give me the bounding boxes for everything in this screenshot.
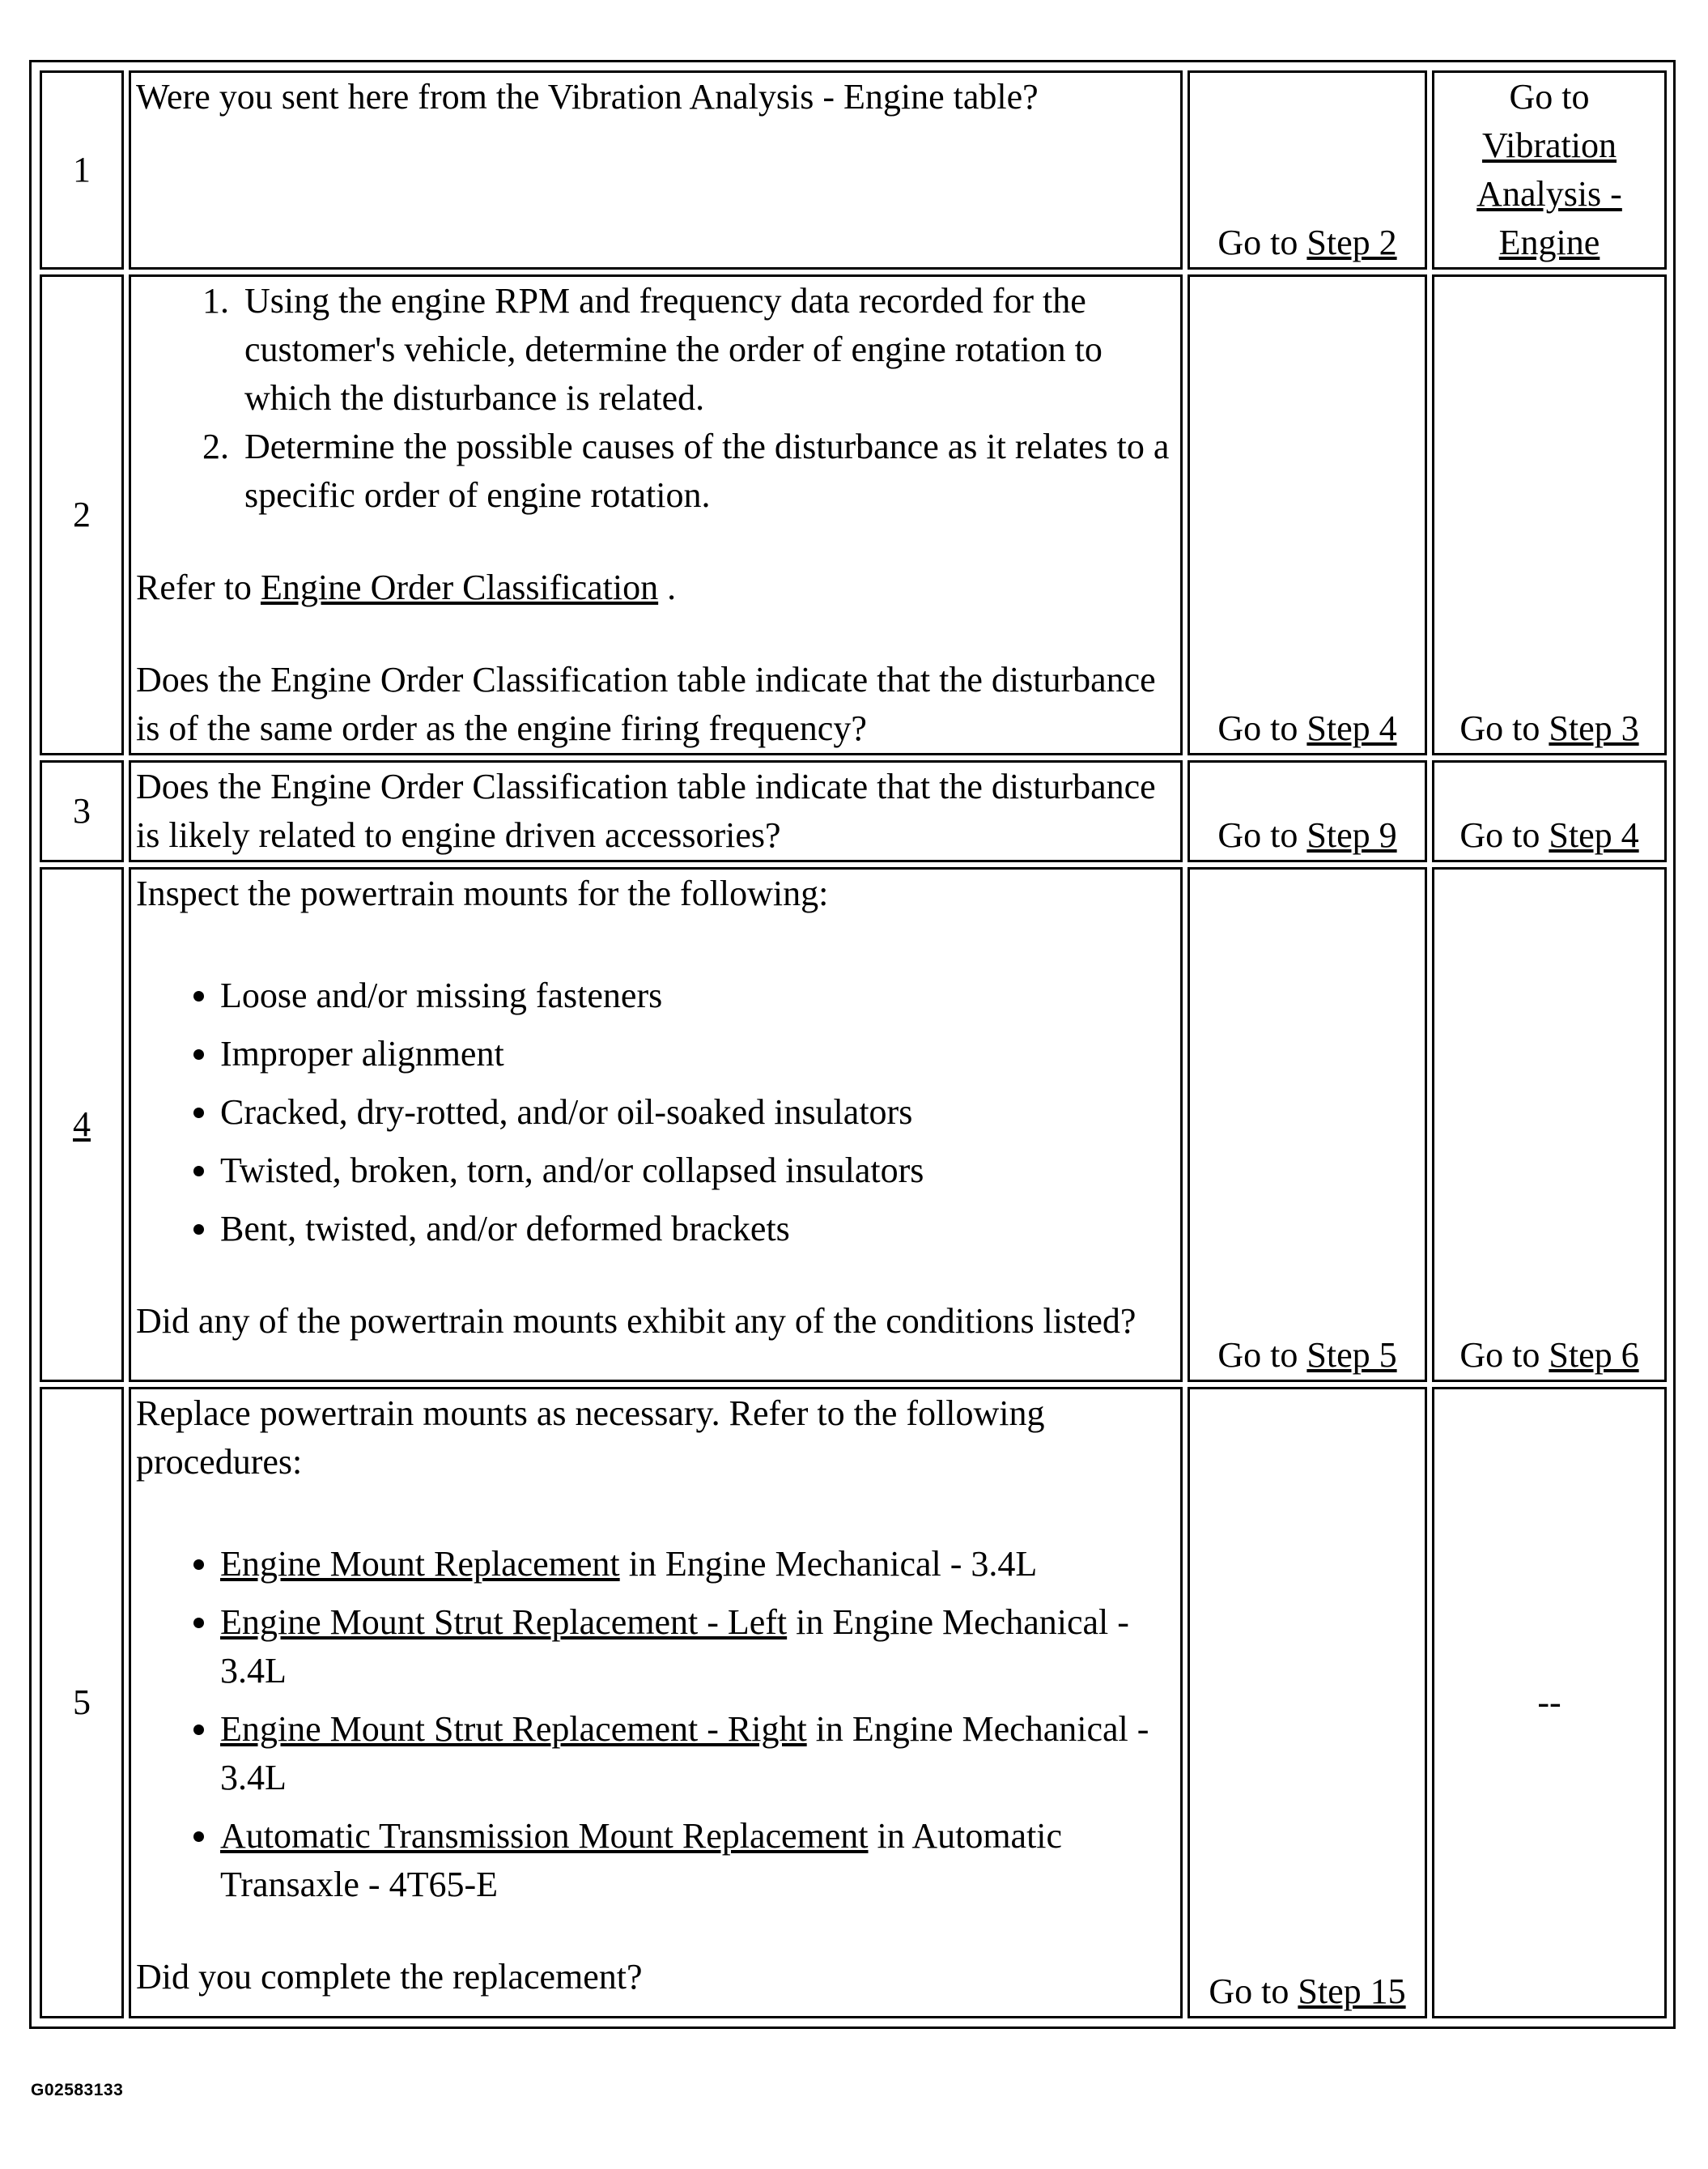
yes-prefix: Go to — [1217, 708, 1307, 748]
table-row — [40, 274, 1667, 755]
action-cell — [129, 274, 1183, 755]
step-2-link[interactable]: Step 2 — [1306, 223, 1397, 262]
refer-line — [136, 564, 1177, 612]
engine-mount-strut-left-link[interactable]: Engine Mount Strut Replacement - Left — [220, 1602, 788, 1642]
question-text: Does the Engine Order Classification table indicate that the disturbance is likely related to engine driven accessories? — [136, 767, 1156, 855]
step-number — [40, 1387, 124, 2018]
yes-prefix: Go to — [1209, 1971, 1298, 2011]
engine-mount-strut-right-link[interactable]: Engine Mount Strut Replacement - Right — [220, 1709, 807, 1749]
link-line[interactable]: Vibration — [1482, 125, 1617, 165]
table-row — [40, 1387, 1667, 2018]
numbered-list — [136, 277, 1177, 520]
yes-cell — [1188, 1387, 1427, 2018]
question-text: Did you complete the replacement? — [136, 1957, 643, 1997]
step-number — [40, 274, 124, 755]
diagnostic-table — [35, 66, 1672, 2023]
link-line[interactable]: Analysis - — [1476, 174, 1622, 214]
yes-prefix: Go to — [1217, 1335, 1307, 1375]
no-prefix: Go to — [1459, 815, 1549, 855]
yes-prefix: Go to — [1217, 815, 1307, 855]
list-item — [220, 1540, 1177, 1588]
procedure-text: in Engine Mechanical - 3.4L — [220, 1709, 1149, 1797]
step-number-text: 2 — [73, 495, 91, 534]
list-item: • Improper alignment — [220, 1030, 1177, 1078]
refer-suffix: . — [658, 568, 677, 607]
list-item: • Twisted, broken, torn, and/or collapsed insulators — [220, 1146, 1177, 1195]
yes-cell — [1188, 274, 1427, 755]
intro-text: Inspect the powertrain mounts for the following: — [136, 874, 829, 913]
table-row — [40, 867, 1667, 1382]
yes-cell — [1188, 760, 1427, 862]
step-9-link[interactable]: Step 9 — [1306, 815, 1397, 855]
yes-cell — [1188, 70, 1427, 270]
step-number — [40, 760, 124, 862]
yes-cell — [1188, 867, 1427, 1382]
list-item — [220, 1812, 1177, 1909]
transmission-mount-replacement-link[interactable]: Automatic Transmission Mount Replacement — [220, 1816, 869, 1856]
action-cell — [129, 760, 1183, 862]
list-item: • Loose and/or missing fasteners — [220, 972, 1177, 1020]
refer-prefix: Refer to — [136, 568, 261, 607]
step-5-link[interactable]: Step 5 — [1306, 1335, 1397, 1375]
procedure-text: in Engine Mechanical - 3.4L — [220, 1602, 1129, 1691]
no-value: -- — [1537, 1682, 1561, 1722]
step-number — [40, 867, 124, 1382]
step-3-link[interactable]: Step 3 — [1549, 708, 1639, 748]
procedure-text: in Engine Mechanical - 3.4L — [619, 1544, 1038, 1584]
step-6-link[interactable]: Step 6 — [1549, 1335, 1639, 1375]
question-text: Were you sent here from the Vibration Analysis - Engine table? — [136, 77, 1039, 117]
step-number-text: 5 — [73, 1682, 91, 1722]
no-prefix: Go to — [1459, 708, 1549, 748]
no-cell — [1432, 274, 1667, 755]
list-item: • Cracked, dry-rotted, and/or oil-soaked insulators — [220, 1088, 1177, 1137]
step-number-text: 3 — [73, 791, 91, 831]
no-cell — [1432, 70, 1667, 270]
table-row — [40, 760, 1667, 862]
step-15-link[interactable]: Step 15 — [1298, 1971, 1406, 2011]
no-prefix: Go to — [1509, 77, 1590, 117]
list-item: 2. Determine the possible causes of the disturbance as it relates to a specific order of engine rotation. — [238, 423, 1177, 520]
engine-order-classification-link[interactable]: Engine Order Classification — [260, 568, 659, 607]
step-4-anchor-link[interactable]: 4 — [73, 1104, 91, 1144]
step-4-link[interactable]: Step 4 — [1306, 708, 1397, 748]
no-cell — [1432, 867, 1667, 1382]
no-cell — [1432, 760, 1667, 862]
table-row — [40, 70, 1667, 270]
intro-text: Replace powertrain mounts as necessary. Refer to the following procedures: — [136, 1393, 1045, 1482]
engine-mount-replacement-link[interactable]: Engine Mount Replacement — [220, 1544, 620, 1584]
step-4-link[interactable]: Step 4 — [1549, 815, 1639, 855]
figure-id: G02583133 — [31, 2081, 124, 2099]
procedure-text: in Automatic Transaxle - 4T65-E — [220, 1816, 1063, 1904]
bullet-list — [136, 972, 1177, 1253]
action-cell — [129, 867, 1183, 1382]
step-number-text: 1 — [73, 150, 91, 189]
diagnostic-table-frame — [29, 60, 1676, 2029]
link-line[interactable]: Engine — [1498, 223, 1600, 262]
yes-prefix: Go to — [1217, 223, 1307, 262]
list-item: • Bent, twisted, and/or deformed brackets — [220, 1205, 1177, 1253]
vibration-analysis-engine-link[interactable] — [1436, 121, 1663, 267]
question-text: Does the Engine Order Classification table indicate that the disturbance is of the same order as the engine firing frequency? — [136, 660, 1156, 748]
no-prefix: Go to — [1459, 1335, 1549, 1375]
action-cell — [129, 1387, 1183, 2018]
question-text: Did any of the powertrain mounts exhibit any of the conditions listed? — [136, 1301, 1137, 1341]
action-cell — [129, 70, 1183, 270]
no-cell — [1432, 1387, 1667, 2018]
list-item: 1. Using the engine RPM and frequency data recorded for the customer's vehicle, determine the order of engine rotation to which the disturbance is related. — [238, 277, 1177, 423]
list-item — [220, 1705, 1177, 1802]
step-number — [40, 70, 124, 270]
list-item — [220, 1598, 1177, 1695]
procedure-list — [136, 1540, 1177, 1909]
